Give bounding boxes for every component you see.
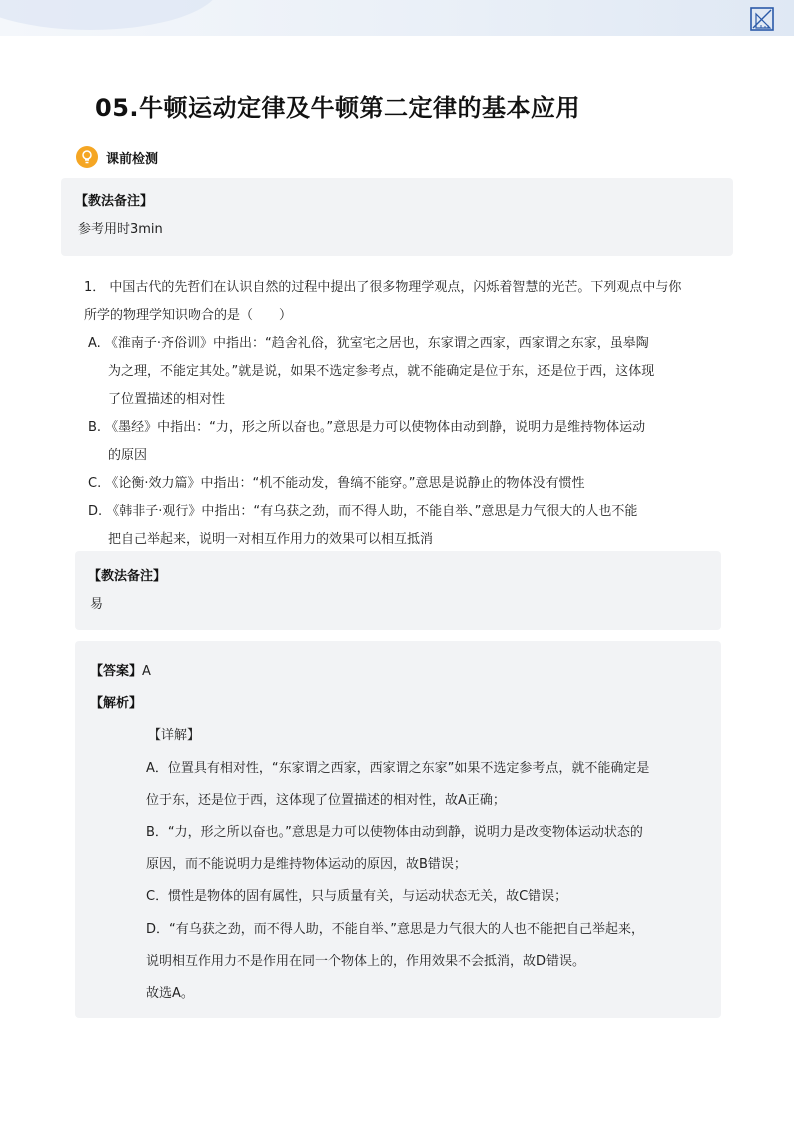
ruler-compass-logo-icon [749,6,775,32]
question-stem-line: 1． 中国古代的先哲们在认识自然的过程中提出了很多物理学观点，闪烁着智慧的光芒。下列观点中与你 [84,280,682,295]
option-a: A. 《淮南子·齐俗训》中指出：“趋舍礼俗，犹室宅之居也，东家谓之西家，西家谓之东家，虽皋陶 [88,336,649,351]
explanation-line: B．“力，形之所以奋也。”意思是力可以使物体由动到静，说明力是改变物体运动状态的 [146,825,643,840]
teaching-note-text: 参考用时3min [78,222,163,237]
explanation-line: D．“有乌获之劲，而不得人助，不能自举、”意思是力气很大的人也不能把自己举起来， [146,922,644,937]
page-title: 05.牛顿运动定律及牛顿第二定律的基本应用 [95,94,581,122]
explanation-line: C．惯性是物体的固有属性，只与质量有关，与运动状态无关，故C错误； [146,889,568,904]
option-b-cont: 的原因 [108,448,148,463]
explanation-line: 位于东，还是位于西，这体现了位置描述的相对性，故A正确； [146,793,506,808]
explanation-line: 原因，而不能说明力是维持物体运动的原因，故B错误； [146,857,467,872]
option-a-cont: 了位置描述的相对性 [108,392,226,407]
answer-row [90,660,151,679]
explanation-line: 说明相互作用力不是作用在同一个物体上的，作用效果不会抵消，故D错误。 [146,954,586,969]
option-c: C. 《论衡·效力篇》中指出：“机不能动发，鲁缟不能穿。”意思是说静止的物体没有惯性 [88,476,585,491]
lightbulb-icon [76,146,98,168]
teaching-note-title: 【教法备注】 [88,569,167,584]
conclusion-line: 故选A。 [146,986,194,1001]
answer-value: A [142,664,151,679]
option-d-cont: 把自己举起来，说明一对相互作用力的效果可以相互抵消 [108,532,434,547]
option-d: D. 《韩非子·观行》中指出：“有乌获之劲，而不得人助，不能自举、”意思是力气很大的人也不能 [88,504,638,519]
question-stem-line: 所学的物理学知识吻合的是（ ） [84,308,293,323]
teaching-note-card [75,551,721,630]
header-decoration [0,0,220,30]
answer-label: 【答案】 [90,664,143,679]
option-b: B. 《墨经》中指出：“力，形之所以奋也。”意思是力可以使物体由动到静，说明力是维持物体运动 [88,420,646,435]
explanation-line: A．位置具有相对性，“东家谓之西家，西家谓之东家”如果不选定参考点，就不能确定是 [146,761,650,776]
analysis-label: 【解析】 [90,696,143,711]
header-band [0,0,794,36]
section-label: 课前检测 [106,151,159,167]
teaching-note-card [61,178,733,256]
section-header [76,146,158,168]
teaching-note-text: 易 [90,597,104,612]
option-a-cont: 为之理，不能定其处。”就是说，如果不选定参考点，就不能确定是位于东，还是位于西，这体现 [108,364,655,379]
teaching-note-title: 【教法备注】 [75,194,154,209]
detail-label: 【详解】 [148,728,201,743]
